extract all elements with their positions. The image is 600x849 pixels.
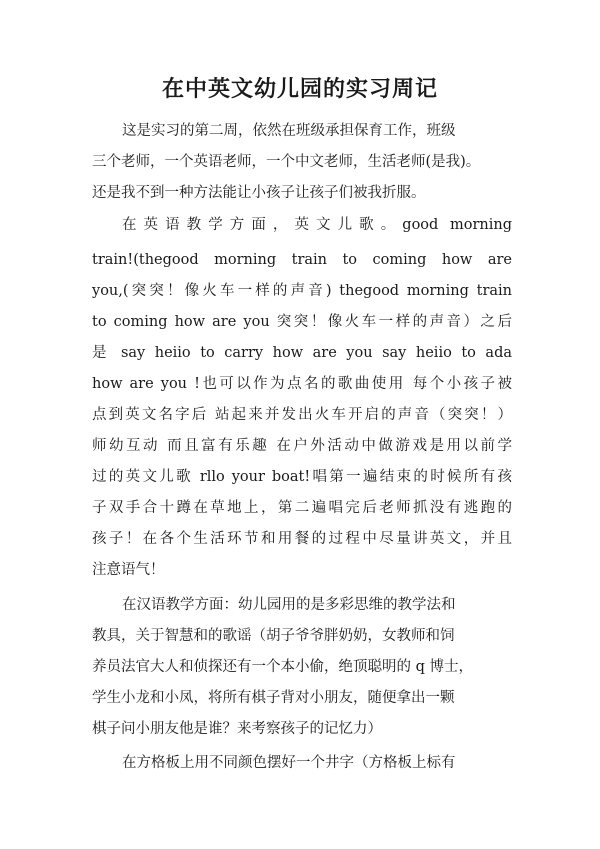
- paragraph-line: 三个老师，一个英语老师，一个中文老师，生活老师(是我)。: [92, 154, 481, 170]
- paragraph-line: 养员法官大人和侦探还有一个本小偷，绝顶聪明的 q 博士，: [92, 659, 473, 675]
- paragraph-line: 子双手合十蹲在草地上，第二遍唱完后老师抓没有逃跑的: [92, 500, 512, 516]
- paragraph-line: 注意语气！: [92, 562, 165, 578]
- paragraph-line: 教具，关于智慧和的歌谣（胡子爷爷胖奶奶，女教师和饲: [92, 628, 455, 644]
- paragraph-line: 还是我不到一种方法能让小孩子让孩子们被我折服。: [92, 185, 426, 201]
- paragraph-line: 点到英文名字后 站起来并发出火车开启的声音（突突！）: [92, 407, 512, 423]
- paragraph-line: 棋子问小朋友他是谁？来考察孩子的记忆力）: [92, 721, 382, 737]
- paragraph-line: 这是实习的第二周，依然在班级承担保育工作，班级: [122, 123, 456, 139]
- paragraph-line: 在方格板上用不同颜色摆好一个井字（方格板上标有: [122, 755, 456, 771]
- paragraph-line: 学生小龙和小凤，将所有棋子背对小朋友，随便拿出一颗: [92, 690, 455, 706]
- paragraph-line: how are you !也可以作为点名的歌曲使用 每个小孩子被: [92, 376, 512, 392]
- paragraph-line: you,(突突！像火车一样的声音) thegood morning train: [92, 283, 512, 299]
- paragraph-line: 在汉语教学方面：幼儿园用的是多彩思维的教学法和: [122, 597, 456, 613]
- page-title: 在中英文幼儿园的实习周记: [161, 76, 438, 102]
- paragraph-line: 孩子！在各个生活环节和用餐的过程中尽量讲英文，并且: [92, 531, 512, 547]
- paragraph-line: to coming how are you 突突！像火车一样的声音）之后: [92, 314, 512, 330]
- paragraph-line: 是 say heiio to carry how are you say heiio to ada: [92, 345, 512, 361]
- paragraph-line: 过的英文儿歌 rllo your boat!唱第一遍结束的时候所有孩: [92, 469, 512, 485]
- paragraph-line: 在英语教学方面，英文儿歌。good morning: [122, 217, 512, 233]
- paragraph-line: 师幼互动 而且富有乐趣 在户外活动中做游戏是用以前学: [92, 438, 512, 454]
- paragraph-line: train!(thegood morning train to coming how are: [92, 252, 512, 268]
